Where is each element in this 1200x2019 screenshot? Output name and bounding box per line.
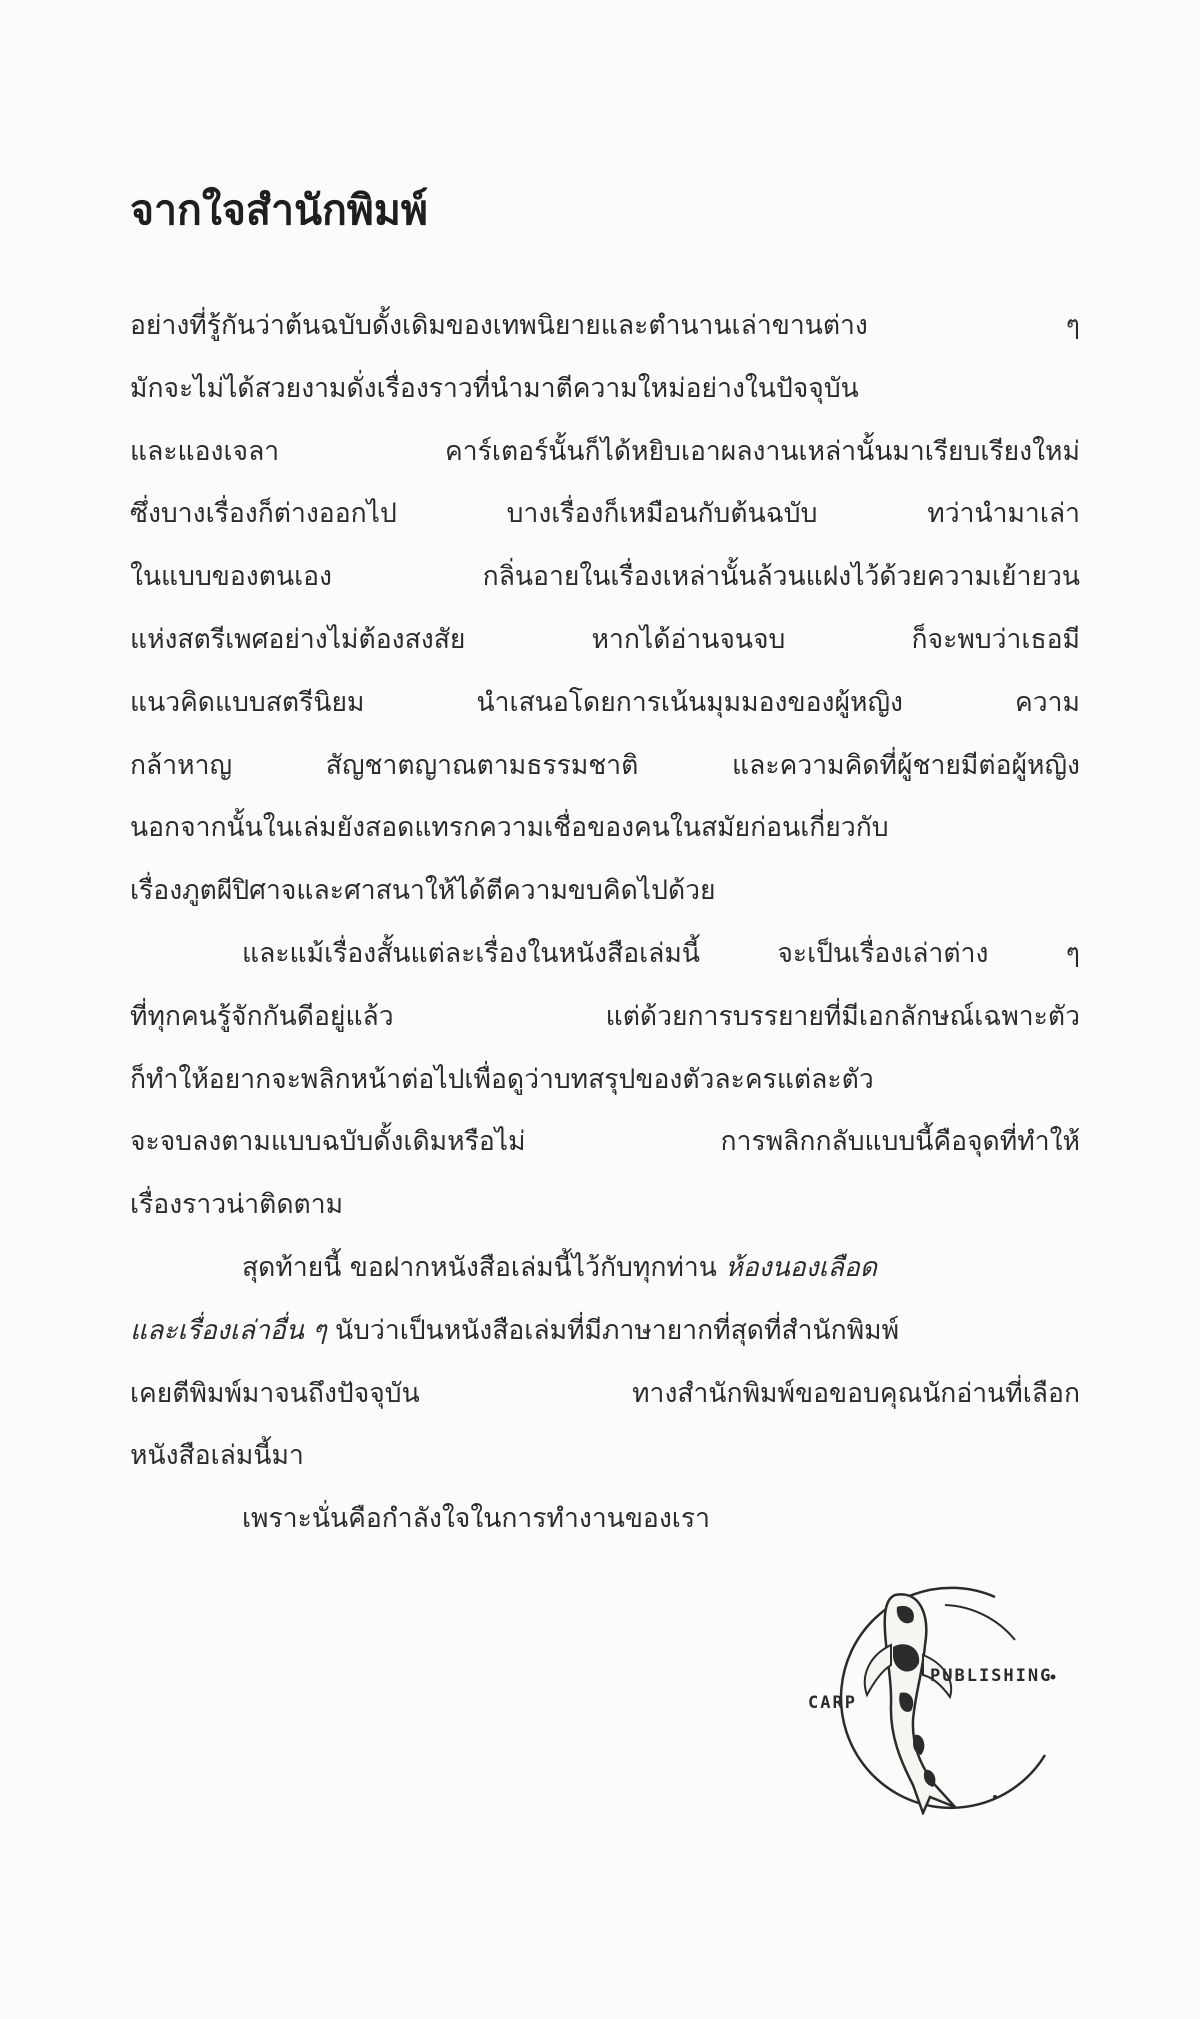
closing-line: เพราะนั่นคือกำลังใจในการทำงานของเรา — [242, 1503, 710, 1535]
text-line — [130, 1237, 1080, 1300]
text-line: เรื่องภูตผีปิศาจและศาสนาให้ได้ตีความขบคิดไปด้วย — [130, 875, 716, 907]
text-line: แนวคิดแบบสตรีนิยม นำเสนอโดยการเน้นมุมมองของผู้หญิง ความ — [130, 686, 1080, 718]
text-line: และแม้เรื่องสั้นแต่ละเรื่องในหนังสือเล่มนี้ จะเป็นเรื่องเล่าต่าง ๆ — [242, 937, 1080, 969]
logo-text-carp: CARP — [808, 1693, 857, 1713]
text-segment: สุดท้ายนี้ ขอฝากหนังสือเล่มนี้ไว้กับทุกท่าน — [242, 1251, 726, 1283]
text-line: มักจะไม่ได้สวยงามดั่งเรื่องราวที่นำมาตีความใหม่อย่างในปัจจุบัน — [130, 372, 859, 404]
text-line: เรื่องราวน่าติดตาม — [130, 1189, 344, 1221]
text-line: หนังสือเล่มนี้มา — [130, 1440, 304, 1472]
text-segment: นับว่าเป็นหนังสือเล่มที่มีภาษายากที่สุดที่สำนักพิมพ์ — [326, 1314, 900, 1346]
text-line: เคยตีพิมพ์มาจนถึงปัจจุบัน ทางสำนักพิมพ์ขอขอบคุณนักอ่านที่เลือก — [130, 1377, 1080, 1409]
page-content — [130, 180, 1080, 1551]
book-title-part-1: ห้องนองเลือด — [725, 1251, 877, 1283]
text-line: นอกจากนั้นในเล่มยังสอดแทรกความเชื่อของคนในสมัยก่อนเกี่ยวกับ — [130, 812, 889, 844]
logo-text-publishing: PUBLISHING — [930, 1666, 1053, 1686]
text-line: ที่ทุกคนรู้จักกันดีอยู่แล้ว แต่ด้วยการบรรยายที่มีเอกลักษณ์เฉพาะตัว — [130, 1000, 1080, 1032]
paragraph-3 — [130, 1237, 1080, 1488]
text-line: และแองเจลา คาร์เตอร์นั้นก็ได้หยิบเอาผลงานเหล่านั้นมาเรียบเรียงใหม่ — [130, 435, 1080, 467]
page-title: จากใจสำนักพิมพ์ — [130, 186, 428, 234]
text-line: ก็ทำให้อยากจะพลิกหน้าต่อไปเพื่อดูว่าบทสรุปของตัวละครแต่ละตัว — [130, 1063, 874, 1095]
text-line: ซึ่งบางเรื่องก็ต่างออกไป บางเรื่องก็เหมือนกับต้นฉบับ ทว่านำมาเล่า — [130, 498, 1080, 530]
text-line: ในแบบของตนเอง กลิ่นอายในเรื่องเหล่านั้นล้วนแฝงไว้ด้วยความเย้ายวน — [130, 561, 1080, 593]
carp-publishing-logo — [795, 1585, 1095, 1815]
text-line: จะจบลงตามแบบฉบับดั้งเดิมหรือไม่ การพลิกกลับแบบนี้คือจุดที่ทำให้ — [130, 1126, 1080, 1158]
text-line: อย่างที่รู้กันว่าต้นฉบับดั้งเดิมของเทพนิยายและตำนานเล่าขานต่าง ๆ — [130, 310, 1080, 341]
paragraph-2 — [130, 923, 1080, 1237]
text-line — [130, 1300, 1080, 1363]
paragraph-1 — [130, 295, 1080, 923]
text-line: กล้าหาญ สัญชาตญาณตามธรรมชาติ และความคิดที่ผู้ชายมีต่อผู้หญิง — [130, 749, 1080, 781]
book-title-part-2: และเรื่องเล่าอื่น ๆ — [130, 1314, 327, 1346]
text-line: แห่งสตรีเพศอย่างไม่ต้องสงสัย หากได้อ่านจนจบ ก็จะพบว่าเธอมี — [130, 623, 1080, 655]
